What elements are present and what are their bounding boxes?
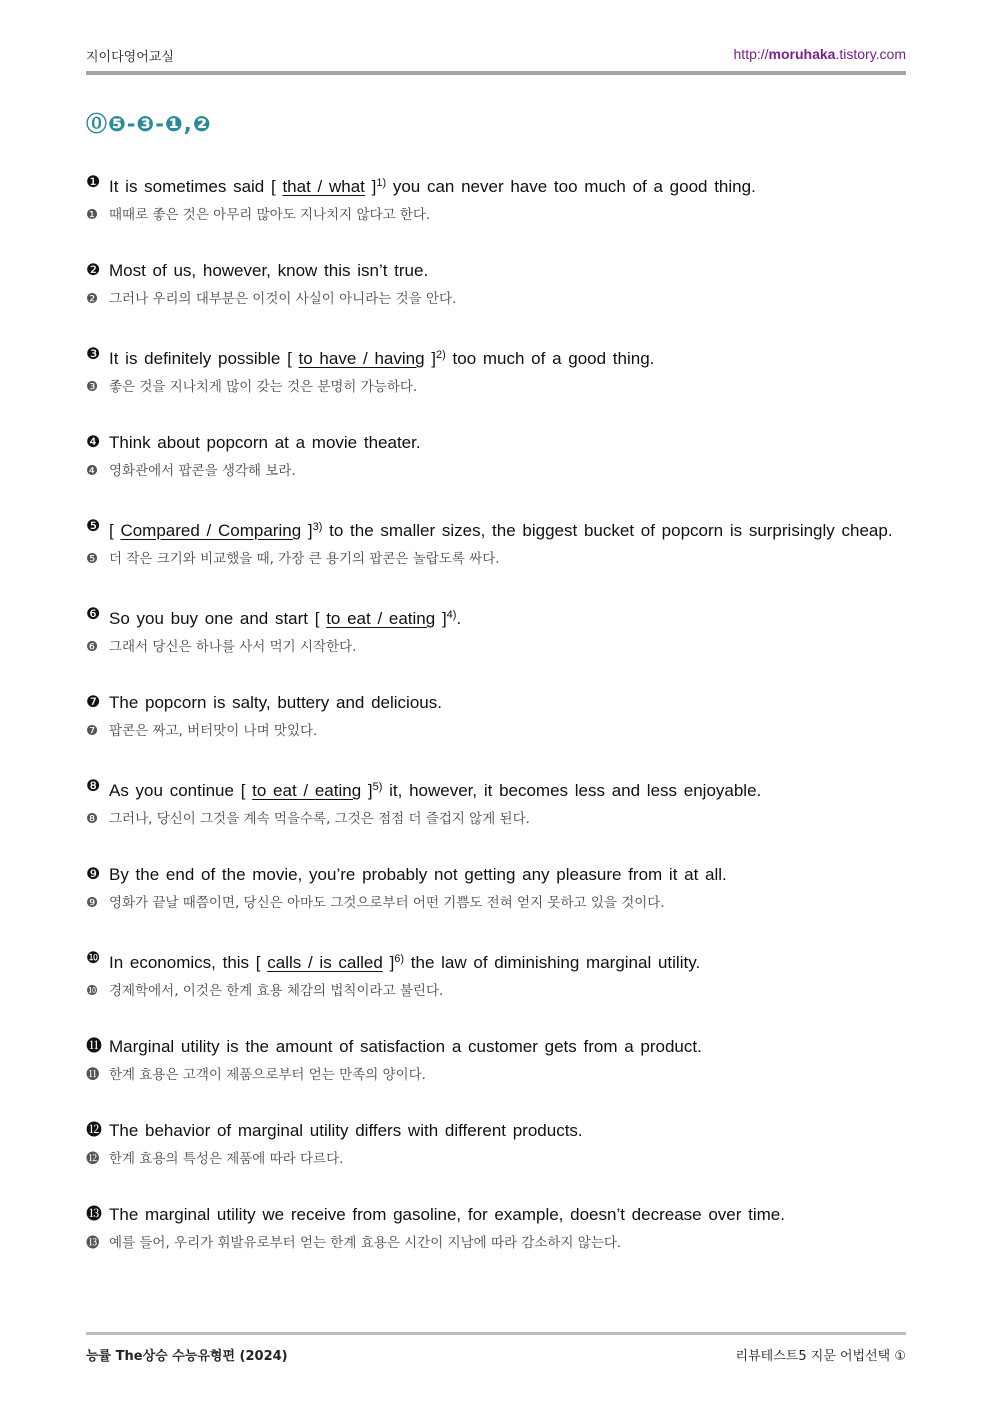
sentence-text-pre: Most of us, however, know this isn’t true. bbox=[109, 261, 429, 280]
sentence-item bbox=[86, 688, 906, 744]
header-brand: 지이다영어교실 bbox=[86, 50, 174, 65]
sentence-text-pre: It is sometimes said [ bbox=[109, 177, 283, 196]
sentence-number: ❸ bbox=[86, 346, 101, 363]
translation-number: ⓬ bbox=[86, 1151, 100, 1167]
question-number: 3) bbox=[312, 521, 323, 533]
translation-text: 예를 들어, 우리가 휘발유로부터 얻는 한계 효용은 시간이 지남에 따라 감소하지 않는다. bbox=[109, 1235, 622, 1251]
korean-translation bbox=[86, 978, 906, 1004]
translation-text: 팝콘은 짜고, 버터맛이 나며 맛있다. bbox=[109, 723, 318, 739]
translation-text: 한계 효용은 고객이 제품으로부터 얻는 만족의 양이다. bbox=[109, 1067, 426, 1083]
question-number: 1) bbox=[376, 177, 387, 189]
english-sentence bbox=[86, 600, 906, 634]
translation-text: 한계 효용의 특성은 제품에 따라 다르다. bbox=[109, 1151, 344, 1167]
sentence-text-post: . bbox=[456, 609, 462, 628]
sentence-text-pre: So you buy one and start [ bbox=[109, 609, 327, 628]
question-number: 2) bbox=[436, 349, 446, 361]
korean-translation bbox=[86, 806, 906, 832]
sentence-text-pre: As you continue [ bbox=[109, 781, 253, 800]
footer-divider bbox=[86, 1332, 906, 1335]
grammar-choice[interactable]: that / what bbox=[282, 177, 365, 196]
sentence-number: ❽ bbox=[86, 778, 101, 795]
korean-translation bbox=[86, 546, 906, 572]
translation-text: 더 작은 크기와 비교했을 때, 가장 큰 용기의 팝콘은 놀랍도록 싸다. bbox=[109, 551, 500, 567]
korean-translation bbox=[86, 202, 906, 228]
english-sentence bbox=[86, 772, 906, 806]
header-divider bbox=[86, 71, 906, 75]
grammar-choice[interactable]: Compared / Comparing bbox=[120, 521, 302, 540]
grammar-choice[interactable]: to have / having bbox=[298, 349, 425, 368]
question-number: 4) bbox=[446, 609, 457, 621]
english-sentence bbox=[86, 1032, 906, 1062]
korean-translation bbox=[86, 718, 906, 744]
english-sentence bbox=[86, 1200, 906, 1230]
english-sentence bbox=[86, 340, 906, 374]
translation-text: 경제학에서, 이것은 한계 효용 체감의 법칙이라고 불린다. bbox=[109, 983, 444, 999]
sentence-number: ❻ bbox=[86, 606, 101, 623]
sentence-number: ❷ bbox=[86, 262, 101, 279]
page-header bbox=[86, 44, 906, 66]
sentence-item bbox=[86, 860, 906, 916]
grammar-choice[interactable]: to eat / eating bbox=[326, 609, 436, 628]
choice-bracket-close: ] bbox=[424, 349, 437, 368]
english-sentence bbox=[86, 512, 906, 546]
sentence-text-pre: Think about popcorn at a movie theater. bbox=[109, 433, 421, 452]
translation-text: 영화관에서 팝콘을 생각해 보라. bbox=[109, 463, 296, 479]
sentence-number: ❿ bbox=[86, 950, 101, 967]
english-sentence bbox=[86, 860, 906, 890]
choice-bracket-close: ] bbox=[435, 609, 447, 628]
sentence-number: ❺ bbox=[86, 518, 101, 535]
sentence-item bbox=[86, 512, 906, 572]
translation-number: ❼ bbox=[86, 723, 99, 739]
sentence-item bbox=[86, 428, 906, 484]
translation-text: 영화가 끝날 때쯤이면, 당신은 아마도 그것으로부터 어떤 기쁨도 전혀 얻지 못하고 있을 것이다. bbox=[109, 895, 665, 911]
sentence-number: ⓬ bbox=[86, 1122, 103, 1139]
section-title: ⓪❺-❸-❶,❷ bbox=[86, 112, 212, 136]
choice-bracket-close: ] bbox=[301, 521, 313, 540]
korean-translation bbox=[86, 890, 906, 916]
sentence-text-pre: In economics, this [ bbox=[109, 953, 268, 972]
choice-bracket-close: ] bbox=[361, 781, 373, 800]
sentence-text-pre: Marginal utility is the amount of satisfaction a customer gets from a product. bbox=[109, 1037, 702, 1056]
sentence-text-pre: The behavior of marginal utility differs with different products. bbox=[109, 1121, 583, 1140]
sentence-number: ❾ bbox=[86, 866, 101, 883]
translation-number: ❻ bbox=[86, 639, 99, 655]
sentence-number: ⓭ bbox=[86, 1206, 103, 1223]
english-sentence bbox=[86, 428, 906, 458]
translation-text: 좋은 것을 지나치게 많이 갖는 것은 분명히 가능하다. bbox=[109, 379, 418, 395]
translation-number: ❶ bbox=[86, 207, 99, 223]
sentence-item bbox=[86, 168, 906, 228]
sentence-number: ❼ bbox=[86, 694, 101, 711]
translation-number: ❿ bbox=[86, 983, 99, 999]
translation-number: ❹ bbox=[86, 463, 99, 479]
sentence-item bbox=[86, 1116, 906, 1172]
sentence-number: ⓫ bbox=[86, 1038, 103, 1055]
translation-number: ⓫ bbox=[86, 1067, 100, 1083]
sentence-text-pre: It is definitely possible [ bbox=[109, 349, 299, 368]
translation-number: ❺ bbox=[86, 551, 99, 567]
choice-bracket-close: ] bbox=[364, 177, 377, 196]
sentence-item bbox=[86, 600, 906, 660]
choice-bracket-close: ] bbox=[382, 953, 395, 972]
grammar-choice[interactable]: calls / is called bbox=[267, 953, 383, 972]
translation-number: ❽ bbox=[86, 811, 99, 827]
footer-test-label: 리뷰테스트5 지문 어법선택 ① bbox=[735, 1349, 906, 1364]
sentence-text-post: too much of a good thing. bbox=[445, 349, 655, 368]
translation-text: 그래서 당신은 하나를 사서 먹기 시작한다. bbox=[109, 639, 357, 655]
sentence-text-post: to the smaller sizes, the biggest bucket of popcorn is surprisingly cheap. bbox=[322, 521, 893, 540]
sentence-item bbox=[86, 256, 906, 312]
sentence-item bbox=[86, 340, 906, 400]
english-sentence bbox=[86, 256, 906, 286]
translation-number: ❸ bbox=[86, 379, 99, 395]
sentence-text-post: the law of diminishing marginal utility. bbox=[404, 953, 701, 972]
grammar-choice[interactable]: to eat / eating bbox=[252, 781, 362, 800]
sentence-item bbox=[86, 772, 906, 832]
translation-text: 그러나 우리의 대부분은 이것이 사실이 아니라는 것을 안다. bbox=[109, 291, 457, 307]
english-sentence bbox=[86, 168, 906, 202]
header-url[interactable]: http://moruhaka.tistory.com bbox=[733, 46, 906, 62]
korean-translation bbox=[86, 286, 906, 312]
question-number: 6) bbox=[394, 953, 405, 965]
korean-translation bbox=[86, 1062, 906, 1088]
korean-translation bbox=[86, 634, 906, 660]
translation-number: ❾ bbox=[86, 895, 99, 911]
sentence-text-pre: The popcorn is salty, buttery and delicious. bbox=[109, 693, 442, 712]
sentence-number: ❶ bbox=[86, 174, 101, 191]
korean-translation bbox=[86, 458, 906, 484]
translation-number: ⓭ bbox=[86, 1235, 100, 1251]
footer-book-title: 능률 The상승 수능유형편 (2024) bbox=[86, 1349, 288, 1364]
korean-translation bbox=[86, 1146, 906, 1172]
korean-translation bbox=[86, 1230, 906, 1256]
translation-number: ❷ bbox=[86, 291, 99, 307]
question-number: 5) bbox=[372, 781, 383, 793]
sentence-text-post: you can never have too much of a good thing. bbox=[386, 177, 756, 196]
sentence-text-post: it, however, it becomes less and less enjoyable. bbox=[382, 781, 762, 800]
translation-text: 그러나, 당신이 그것을 계속 먹을수록, 그것은 점점 더 즐겁지 않게 된다. bbox=[109, 811, 530, 827]
sentence-text-pre: The marginal utility we receive from gasoline, for example, doesn’t decrease over time. bbox=[109, 1205, 785, 1224]
sentence-item bbox=[86, 1200, 906, 1256]
sentence-list bbox=[86, 168, 906, 1284]
english-sentence bbox=[86, 944, 906, 978]
english-sentence bbox=[86, 688, 906, 718]
sentence-item bbox=[86, 944, 906, 1004]
sentence-text-pre: By the end of the movie, you’re probably not getting any pleasure from it at all. bbox=[109, 865, 727, 884]
sentence-number: ❹ bbox=[86, 434, 101, 451]
translation-text: 때때로 좋은 것은 아무리 많아도 지나치지 않다고 한다. bbox=[109, 207, 431, 223]
sentence-text-pre: [ bbox=[109, 521, 121, 540]
english-sentence bbox=[86, 1116, 906, 1146]
sentence-item bbox=[86, 1032, 906, 1088]
korean-translation bbox=[86, 374, 906, 400]
